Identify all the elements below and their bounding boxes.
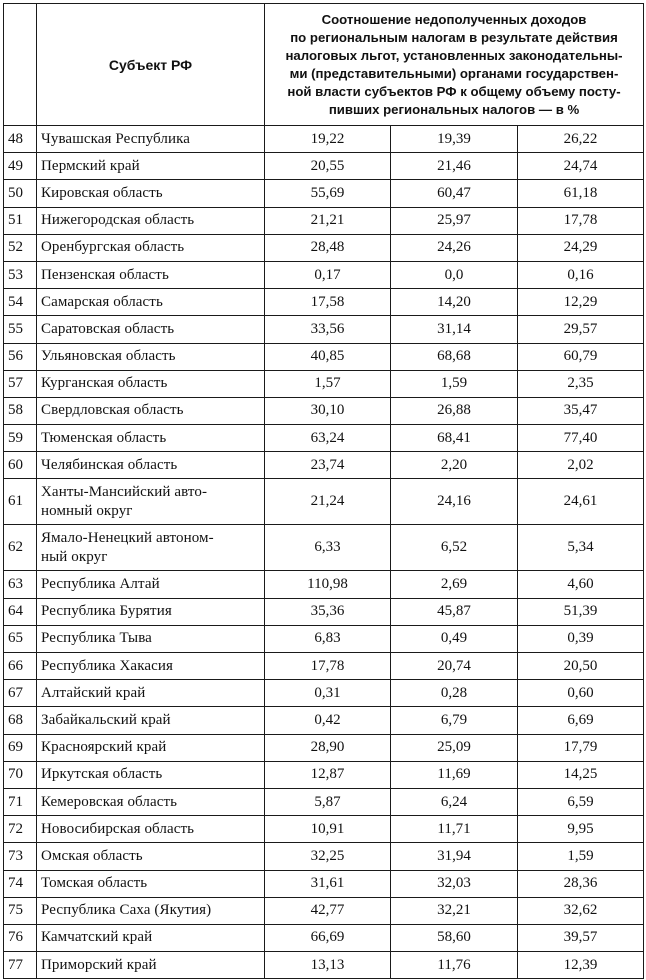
value-cell-1: 1,57 bbox=[265, 370, 391, 397]
value-cell-1: 0,42 bbox=[265, 707, 391, 734]
value-cell-2: 21,46 bbox=[391, 153, 518, 180]
header-ratio-line: ной власти субъектов РФ к общему объему посту- bbox=[287, 83, 621, 99]
region-name-line: Приморский край bbox=[41, 956, 157, 973]
region-name-line: Челябинская область bbox=[41, 456, 178, 473]
region-name-line: Красноярский край bbox=[41, 739, 167, 756]
region-name-line: Нижегородская область bbox=[41, 212, 195, 229]
region-name bbox=[37, 816, 265, 843]
value-cell-1: 42,77 bbox=[265, 897, 391, 924]
value-cell-2: 26,88 bbox=[391, 397, 518, 424]
region-name bbox=[37, 397, 265, 424]
region-name bbox=[37, 153, 265, 180]
value-cell-2: 0,49 bbox=[391, 625, 518, 652]
value-cell-3: 6,69 bbox=[518, 707, 644, 734]
value-cell-3: 60,79 bbox=[518, 343, 644, 370]
value-cell-3: 17,79 bbox=[518, 734, 644, 761]
table-row bbox=[4, 870, 644, 897]
table-row bbox=[4, 924, 644, 951]
row-number: 68 bbox=[4, 707, 37, 734]
value-cell-3: 0,39 bbox=[518, 625, 644, 652]
value-cell-1: 6,33 bbox=[265, 525, 391, 571]
row-number: 57 bbox=[4, 370, 37, 397]
header-ratio-line: по региональным налогам в результате действия bbox=[290, 29, 618, 45]
table-row bbox=[4, 126, 644, 153]
region-name-line: Республика Саха (Якутия) bbox=[41, 902, 212, 919]
region-name bbox=[37, 343, 265, 370]
table-row bbox=[4, 761, 644, 788]
row-number: 74 bbox=[4, 870, 37, 897]
table-row bbox=[4, 571, 644, 598]
value-cell-2: 0,28 bbox=[391, 680, 518, 707]
region-name bbox=[37, 525, 265, 571]
header-ratio-line: Соотношение недополученных доходов bbox=[321, 11, 587, 27]
region-name-line: Самарская область bbox=[41, 293, 163, 310]
value-cell-1: 21,21 bbox=[265, 207, 391, 234]
table-body bbox=[4, 126, 644, 979]
value-cell-2: 11,71 bbox=[391, 816, 518, 843]
region-name-line: Курганская область bbox=[41, 375, 168, 392]
row-number: 58 bbox=[4, 397, 37, 424]
value-cell-3: 20,50 bbox=[518, 653, 644, 680]
value-cell-2: 25,97 bbox=[391, 207, 518, 234]
value-cell-2: 0,0 bbox=[391, 261, 518, 288]
region-name bbox=[37, 261, 265, 288]
table-row bbox=[4, 370, 644, 397]
region-name-line: Республика Хакасия bbox=[41, 657, 173, 674]
value-cell-1: 40,85 bbox=[265, 343, 391, 370]
row-number: 55 bbox=[4, 316, 37, 343]
region-name-line: Новосибирская область bbox=[41, 820, 195, 837]
region-name bbox=[37, 788, 265, 815]
region-name bbox=[37, 452, 265, 479]
value-cell-2: 58,60 bbox=[391, 924, 518, 951]
region-name-line: Алтайский край bbox=[41, 684, 146, 701]
value-cell-3: 1,59 bbox=[518, 843, 644, 870]
row-number: 61 bbox=[4, 479, 37, 525]
region-name-line: Омская область bbox=[41, 847, 143, 864]
region-name bbox=[37, 234, 265, 261]
table-row bbox=[4, 816, 644, 843]
region-name bbox=[37, 897, 265, 924]
region-name bbox=[37, 316, 265, 343]
value-cell-3: 9,95 bbox=[518, 816, 644, 843]
value-cell-2: 11,76 bbox=[391, 952, 518, 979]
value-cell-2: 45,87 bbox=[391, 598, 518, 625]
value-cell-1: 5,87 bbox=[265, 788, 391, 815]
row-number: 72 bbox=[4, 816, 37, 843]
value-cell-1: 33,56 bbox=[265, 316, 391, 343]
table-row bbox=[4, 525, 644, 571]
value-cell-1: 21,24 bbox=[265, 479, 391, 525]
region-name bbox=[37, 479, 265, 525]
value-cell-3: 51,39 bbox=[518, 598, 644, 625]
value-cell-3: 6,59 bbox=[518, 788, 644, 815]
region-name-line: Ульяновская область bbox=[41, 348, 176, 365]
region-name bbox=[37, 571, 265, 598]
row-number: 73 bbox=[4, 843, 37, 870]
region-name bbox=[37, 843, 265, 870]
value-cell-2: 68,41 bbox=[391, 425, 518, 452]
value-cell-2: 19,39 bbox=[391, 126, 518, 153]
region-name-line: Ямало-Ненецкий автоном- bbox=[41, 529, 214, 546]
value-cell-2: 68,68 bbox=[391, 343, 518, 370]
row-number: 60 bbox=[4, 452, 37, 479]
value-cell-3: 32,62 bbox=[518, 897, 644, 924]
table-row bbox=[4, 343, 644, 370]
value-cell-3: 28,36 bbox=[518, 870, 644, 897]
region-name-line: Пензенская область bbox=[41, 266, 169, 283]
region-name bbox=[37, 126, 265, 153]
region-name bbox=[37, 924, 265, 951]
row-number: 77 bbox=[4, 952, 37, 979]
row-number: 54 bbox=[4, 289, 37, 316]
value-cell-1: 66,69 bbox=[265, 924, 391, 951]
value-cell-1: 23,74 bbox=[265, 452, 391, 479]
value-cell-1: 110,98 bbox=[265, 571, 391, 598]
value-cell-3: 61,18 bbox=[518, 180, 644, 207]
row-number: 69 bbox=[4, 734, 37, 761]
table-row bbox=[4, 625, 644, 652]
row-number: 64 bbox=[4, 598, 37, 625]
value-cell-3: 29,57 bbox=[518, 316, 644, 343]
table-header-row bbox=[4, 4, 644, 126]
region-name bbox=[37, 598, 265, 625]
value-cell-1: 31,61 bbox=[265, 870, 391, 897]
region-name-line: Ханты-Мансийский авто- bbox=[41, 483, 208, 500]
region-name-line: Иркутская область bbox=[41, 766, 163, 783]
table-row bbox=[4, 952, 644, 979]
region-name bbox=[37, 734, 265, 761]
table-row bbox=[4, 207, 644, 234]
value-cell-2: 32,21 bbox=[391, 897, 518, 924]
row-number: 65 bbox=[4, 625, 37, 652]
table-row bbox=[4, 734, 644, 761]
table-row bbox=[4, 788, 644, 815]
row-number: 59 bbox=[4, 425, 37, 452]
region-name bbox=[37, 870, 265, 897]
value-cell-2: 31,14 bbox=[391, 316, 518, 343]
row-number: 49 bbox=[4, 153, 37, 180]
region-name-line: Тюменская область bbox=[41, 429, 167, 446]
value-cell-3: 35,47 bbox=[518, 397, 644, 424]
table-row bbox=[4, 653, 644, 680]
value-cell-1: 10,91 bbox=[265, 816, 391, 843]
row-number: 63 bbox=[4, 571, 37, 598]
region-name-line: Пермский край bbox=[41, 157, 140, 174]
table-row bbox=[4, 598, 644, 625]
value-cell-1: 35,36 bbox=[265, 598, 391, 625]
value-cell-1: 55,69 bbox=[265, 180, 391, 207]
value-cell-2: 1,59 bbox=[391, 370, 518, 397]
header-ratio-line: пивших региональных налогов — в % bbox=[328, 101, 580, 117]
value-cell-1: 30,10 bbox=[265, 397, 391, 424]
table-row bbox=[4, 289, 644, 316]
table-row bbox=[4, 479, 644, 525]
value-cell-1: 17,58 bbox=[265, 289, 391, 316]
region-name bbox=[37, 425, 265, 452]
value-cell-3: 17,78 bbox=[518, 207, 644, 234]
region-name bbox=[37, 680, 265, 707]
table-row bbox=[4, 843, 644, 870]
region-name-line: Камчатский край bbox=[41, 929, 153, 946]
row-number: 62 bbox=[4, 525, 37, 571]
region-name bbox=[37, 952, 265, 979]
region-name-line: Республика Тыва bbox=[41, 630, 152, 647]
table-row bbox=[4, 707, 644, 734]
region-name-line: Республика Алтай bbox=[41, 576, 160, 593]
table-row bbox=[4, 261, 644, 288]
region-name bbox=[37, 207, 265, 234]
value-cell-3: 2,35 bbox=[518, 370, 644, 397]
value-cell-1: 17,78 bbox=[265, 653, 391, 680]
row-number: 51 bbox=[4, 207, 37, 234]
table-row bbox=[4, 153, 644, 180]
table-row bbox=[4, 397, 644, 424]
region-name bbox=[37, 653, 265, 680]
value-cell-3: 0,16 bbox=[518, 261, 644, 288]
value-cell-1: 6,83 bbox=[265, 625, 391, 652]
value-cell-1: 28,48 bbox=[265, 234, 391, 261]
row-number: 56 bbox=[4, 343, 37, 370]
value-cell-1: 19,22 bbox=[265, 126, 391, 153]
value-cell-1: 63,24 bbox=[265, 425, 391, 452]
region-name-line: Оренбургская область bbox=[41, 239, 185, 256]
region-name bbox=[37, 625, 265, 652]
row-number: 52 bbox=[4, 234, 37, 261]
value-cell-3: 5,34 bbox=[518, 525, 644, 571]
value-cell-2: 11,69 bbox=[391, 761, 518, 788]
value-cell-1: 0,17 bbox=[265, 261, 391, 288]
value-cell-3: 24,29 bbox=[518, 234, 644, 261]
value-cell-2: 60,47 bbox=[391, 180, 518, 207]
table-row bbox=[4, 897, 644, 924]
table-row bbox=[4, 180, 644, 207]
value-cell-1: 0,31 bbox=[265, 680, 391, 707]
row-number: 70 bbox=[4, 761, 37, 788]
value-cell-2: 24,16 bbox=[391, 479, 518, 525]
region-name-line: Свердловская область bbox=[41, 402, 184, 419]
header-ratio bbox=[265, 4, 644, 126]
value-cell-2: 6,79 bbox=[391, 707, 518, 734]
region-name-line: Саратовская область bbox=[41, 320, 175, 337]
region-name-line: Томская область bbox=[41, 875, 148, 892]
value-cell-3: 12,39 bbox=[518, 952, 644, 979]
value-cell-2: 32,03 bbox=[391, 870, 518, 897]
region-name-line: Кемеровская область bbox=[41, 793, 178, 810]
header-number-cell bbox=[4, 4, 37, 126]
table-row bbox=[4, 425, 644, 452]
value-cell-1: 32,25 bbox=[265, 843, 391, 870]
value-cell-2: 2,69 bbox=[391, 571, 518, 598]
row-number: 67 bbox=[4, 680, 37, 707]
region-name bbox=[37, 370, 265, 397]
value-cell-2: 20,74 bbox=[391, 653, 518, 680]
table-row bbox=[4, 316, 644, 343]
region-name-line: номный округ bbox=[41, 502, 133, 519]
region-name bbox=[37, 180, 265, 207]
value-cell-1: 12,87 bbox=[265, 761, 391, 788]
row-number: 75 bbox=[4, 897, 37, 924]
region-name-line: Республика Бурятия bbox=[41, 603, 172, 620]
value-cell-3: 26,22 bbox=[518, 126, 644, 153]
value-cell-2: 25,09 bbox=[391, 734, 518, 761]
value-cell-2: 2,20 bbox=[391, 452, 518, 479]
header-subject: Субъект РФ bbox=[37, 4, 265, 126]
value-cell-1: 13,13 bbox=[265, 952, 391, 979]
table-row bbox=[4, 452, 644, 479]
value-cell-3: 0,60 bbox=[518, 680, 644, 707]
table-row bbox=[4, 680, 644, 707]
value-cell-3: 39,57 bbox=[518, 924, 644, 951]
row-number: 71 bbox=[4, 788, 37, 815]
regional-tax-table bbox=[3, 3, 644, 979]
header-ratio-line: ми (представительными) органами государствен- bbox=[289, 65, 619, 81]
region-name bbox=[37, 289, 265, 316]
row-number: 76 bbox=[4, 924, 37, 951]
value-cell-3: 2,02 bbox=[518, 452, 644, 479]
value-cell-1: 20,55 bbox=[265, 153, 391, 180]
value-cell-2: 6,52 bbox=[391, 525, 518, 571]
value-cell-3: 4,60 bbox=[518, 571, 644, 598]
value-cell-2: 31,94 bbox=[391, 843, 518, 870]
region-name-line: Чувашская Республика bbox=[41, 130, 191, 147]
value-cell-3: 24,74 bbox=[518, 153, 644, 180]
row-number: 50 bbox=[4, 180, 37, 207]
row-number: 66 bbox=[4, 653, 37, 680]
row-number: 48 bbox=[4, 126, 37, 153]
region-name bbox=[37, 761, 265, 788]
value-cell-3: 12,29 bbox=[518, 289, 644, 316]
region-name-line: ный округ bbox=[41, 548, 108, 565]
value-cell-3: 77,40 bbox=[518, 425, 644, 452]
header-ratio-line: налоговых льгот, установленных законодательны- bbox=[285, 47, 623, 63]
value-cell-2: 24,26 bbox=[391, 234, 518, 261]
value-cell-3: 24,61 bbox=[518, 479, 644, 525]
value-cell-1: 28,90 bbox=[265, 734, 391, 761]
value-cell-2: 6,24 bbox=[391, 788, 518, 815]
value-cell-3: 14,25 bbox=[518, 761, 644, 788]
table-row bbox=[4, 234, 644, 261]
region-name-line: Кировская область bbox=[41, 184, 163, 201]
row-number: 53 bbox=[4, 261, 37, 288]
region-name bbox=[37, 707, 265, 734]
region-name-line: Забайкальский край bbox=[41, 711, 171, 728]
value-cell-2: 14,20 bbox=[391, 289, 518, 316]
